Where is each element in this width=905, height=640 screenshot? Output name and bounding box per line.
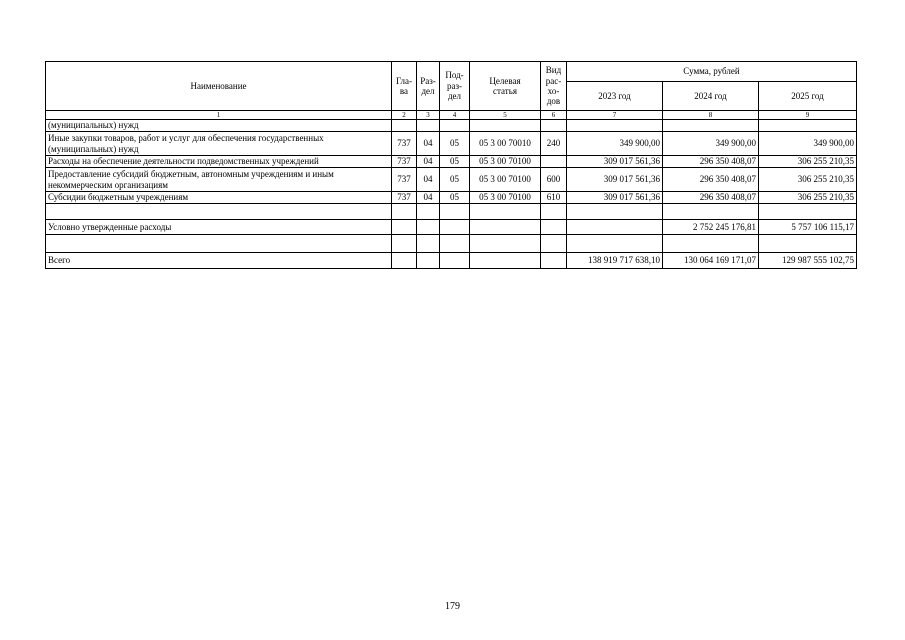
total-sum-2023: 138 919 717 638,10 [567,253,663,269]
row-vid: 610 [541,192,567,204]
row-sum-2025: 306 255 210,35 [759,156,857,168]
table-row [46,156,857,168]
row-glava [392,120,417,132]
conditional-row [46,220,857,235]
header-year-2023: 2023 год [567,82,663,111]
col-num: 7 [567,111,663,120]
row-razdel: 04 [417,156,440,168]
budget-table [45,61,857,269]
row-target: 05 3 00 70100 [470,192,541,204]
row-glava: 737 [392,132,417,156]
row-razdel: 04 [417,192,440,204]
page-number: 179 [445,601,460,612]
col-num: 5 [470,111,541,120]
row-sum-2024: 296 350 408,07 [663,168,759,192]
header-glava: Гла- ва [392,62,417,111]
table-row [46,192,857,204]
spacer-row [46,235,857,253]
row-sum-2023: 309 017 561,36 [567,156,663,168]
col-num: 4 [440,111,470,120]
total-sum-2024: 130 064 169 171,07 [663,253,759,269]
header-year-2025: 2025 год [759,82,857,111]
conditional-sum-2025: 5 757 106 115,17 [759,220,857,235]
row-sum-2025 [759,120,857,132]
col-num: 6 [541,111,567,120]
row-sum-2024: 349 900,00 [663,132,759,156]
row-target: 05 3 00 70100 [470,156,541,168]
row-name: Расходы на обеспечение деятельности подведомственных учреждений [46,156,392,168]
row-razdel: 04 [417,168,440,192]
col-num: 3 [417,111,440,120]
row-name: Предоставление субсидий бюджетным, автономным учреждениям и иным некоммерческим организациям [46,168,392,192]
col-num: 8 [663,111,759,120]
header-podrazdel: Под- раз- дел [440,62,470,111]
row-podrazdel: 05 [440,132,470,156]
header-sum: Сумма, рублей [567,62,857,82]
row-glava: 737 [392,156,417,168]
column-numbers-row [46,111,857,120]
header-name: Наименование [46,62,392,111]
row-name: Субсидии бюджетным учреждениям [46,192,392,204]
row-sum-2024: 296 350 408,07 [663,156,759,168]
row-razdel: 04 [417,132,440,156]
row-sum-2023: 349 900,00 [567,132,663,156]
row-glava: 737 [392,168,417,192]
spacer-row [46,204,857,220]
conditional-sum-2024: 2 752 245 176,81 [663,220,759,235]
col-num: 9 [759,111,857,120]
row-sum-2023 [567,120,663,132]
row-podrazdel: 05 [440,192,470,204]
row-podrazdel: 05 [440,156,470,168]
table-row [46,120,857,132]
row-vid: 240 [541,132,567,156]
col-num: 1 [46,111,392,120]
row-glava: 737 [392,192,417,204]
row-vid [541,156,567,168]
conditional-name: Условно утвержденные расходы [46,220,392,235]
row-razdel [417,120,440,132]
row-sum-2025: 306 255 210,35 [759,192,857,204]
row-target [470,120,541,132]
row-vid [541,120,567,132]
row-sum-2025: 306 255 210,35 [759,168,857,192]
table-row [46,132,857,156]
row-target: 05 3 00 70010 [470,132,541,156]
row-sum-2023: 309 017 561,36 [567,168,663,192]
row-name: Иные закупки товаров, работ и услуг для обеспечения государственных (муниципальных) нужд [46,132,392,156]
header-vid: Вид рас- хо- дов [541,62,567,111]
row-sum-2023: 309 017 561,36 [567,192,663,204]
header-year-2024: 2024 год [663,82,759,111]
total-sum-2025: 129 987 555 102,75 [759,253,857,269]
row-sum-2024: 296 350 408,07 [663,192,759,204]
total-row [46,253,857,269]
header-razdel: Раз- дел [417,62,440,111]
row-sum-2024 [663,120,759,132]
row-vid: 600 [541,168,567,192]
row-podrazdel [440,120,470,132]
header-row [46,62,857,82]
row-target: 05 3 00 70100 [470,168,541,192]
header-target: Целевая статья [470,62,541,111]
conditional-sum-2023 [567,220,663,235]
total-name: Всего [46,253,392,269]
row-name: (муниципальных) нужд [46,120,392,132]
row-sum-2025: 349 900,00 [759,132,857,156]
row-podrazdel: 05 [440,168,470,192]
col-num: 2 [392,111,417,120]
table-row [46,168,857,192]
